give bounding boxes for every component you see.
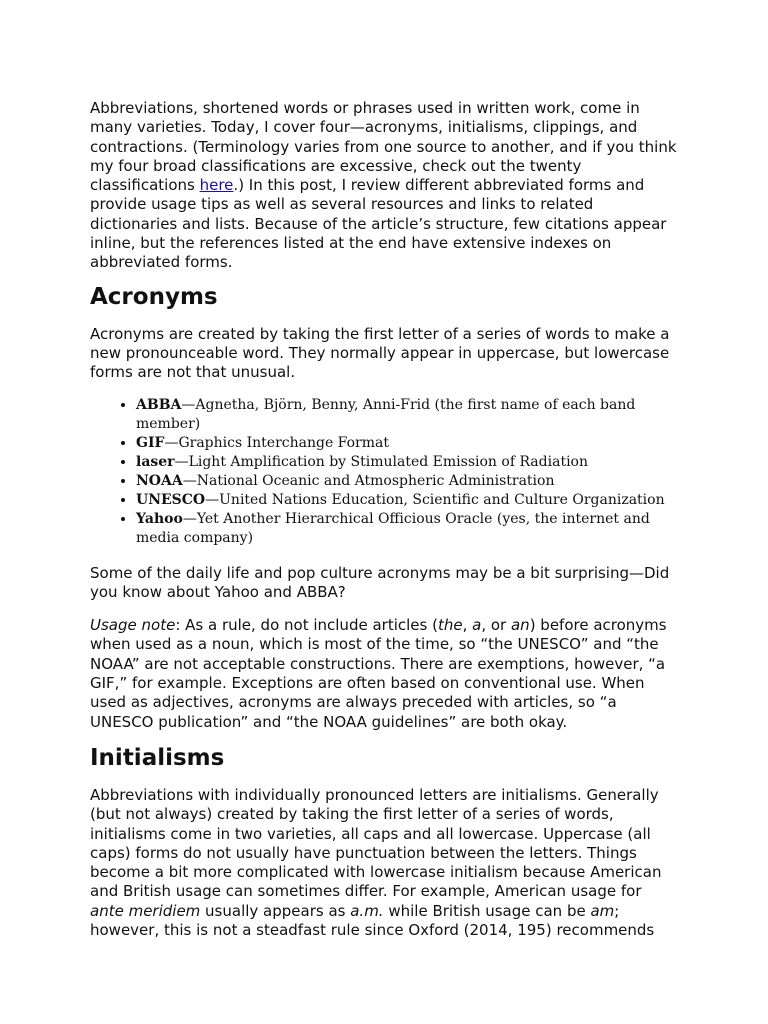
initialisms-text: ; however, this is not a steadfast rule since Oxford (2014, 195) recommends	[90, 901, 655, 940]
list-item	[136, 396, 680, 434]
ante-meridiem: ante meridiem	[90, 901, 201, 920]
usage-text: : As a rule, do not include articles (	[175, 616, 438, 635]
initialisms-heading: Initialisms	[90, 744, 225, 771]
intro-text-end: .) In this post, I review different abbreviated forms and provide usage tips as well as several resources and links to related dictionaries and lists. Because of the article’s structure, few citations appear inline, but the references listed at the end have extensive indexes on abbreviated forms.	[90, 176, 667, 272]
usage-note-label: Usage note	[90, 616, 176, 635]
acronym-definition: —Graphics Interchange Format	[164, 434, 389, 451]
initialisms-text: usually appears as	[200, 901, 351, 920]
list-item	[136, 510, 680, 548]
acronym-term: ABBA	[136, 396, 182, 413]
acronym-definition: —Agnetha, Björn, Benny, Anni-Frid (the first name of each band member)	[136, 396, 636, 432]
acronym-definition: —National Oceanic and Atmospheric Administration	[182, 472, 555, 489]
usage-text: ,	[462, 616, 473, 635]
acronym-definition: —Yet Another Hierarchical Officious Oracle (yes, the internet and media company)	[136, 510, 650, 546]
acronym-term: Yahoo	[136, 510, 183, 527]
surprise-paragraph: Some of the daily life and pop culture acronyms may be a bit surprising—Did you know about Yahoo and ABBA?	[90, 563, 670, 601]
initialisms-text: Abbreviations with individually pronounced letters are initialisms. Generally (but not always) created by taking the first letter of a series of words, initialisms come in two varieties, all caps and all lowercase. Uppercase (all caps) forms do not usually have punctuation between the letters. Things become a bit more complicated with lowercase initialism because American and British usage can sometimes differ. For example, American usage for	[90, 785, 662, 901]
article-body	[90, 99, 680, 940]
acronym-definition: —Light Amplification by Stimulated Emission of Radiation	[174, 453, 588, 470]
acronym-term: GIF	[136, 434, 165, 451]
intro-paragraph	[90, 99, 680, 273]
initialisms-paragraph	[90, 786, 680, 940]
usage-text: ) before acronyms when used as a noun, which is most of the time, so “the UNESCO” and “the NOAA” are not acceptable constructions. There are exemptions, however, “a GIF,” for example. Exceptions are often based on conventional use. When used as adjectives, acronyms are always preceded with articles, so “a UNESCO publication” and “the NOAA guidelines” are both okay.	[90, 616, 667, 731]
initialisms-text: while British usage can be	[383, 901, 591, 920]
am-uk-form: am	[590, 901, 615, 920]
acronym-definition: —United Nations Education, Scientific and Culture Organization	[205, 491, 665, 508]
intro-text-start: Abbreviations, shortened words or phrases used in written work, come in many varieties. Today, I cover four—acronyms, initialisms, clippings, and contractions. (Terminology varies from one source to another, and if you think my four broad classifications are excessive, check out the twenty classifications	[90, 99, 677, 195]
article-an: an	[510, 616, 530, 635]
classifications-link[interactable]: here	[199, 176, 234, 195]
acronyms-heading: Acronyms	[90, 283, 218, 310]
list-item	[136, 453, 680, 472]
article-a: a	[472, 616, 482, 635]
usage-text: , or	[481, 616, 511, 635]
article-the: the	[437, 616, 463, 635]
list-item	[136, 472, 680, 491]
acronym-term: UNESCO	[136, 491, 206, 508]
usage-note-paragraph	[90, 616, 680, 732]
list-item	[136, 491, 680, 510]
acronyms-intro: Acronyms are created by taking the first letter of a series of words to make a new pronounceable word. They normally appear in uppercase, but lowercase forms are not that unusual.	[90, 324, 670, 382]
list-item	[136, 434, 680, 453]
acronym-term: NOAA	[136, 472, 183, 489]
acronym-list	[90, 396, 680, 548]
acronym-term: laser	[136, 453, 175, 470]
am-us-form: a.m.	[350, 901, 384, 920]
